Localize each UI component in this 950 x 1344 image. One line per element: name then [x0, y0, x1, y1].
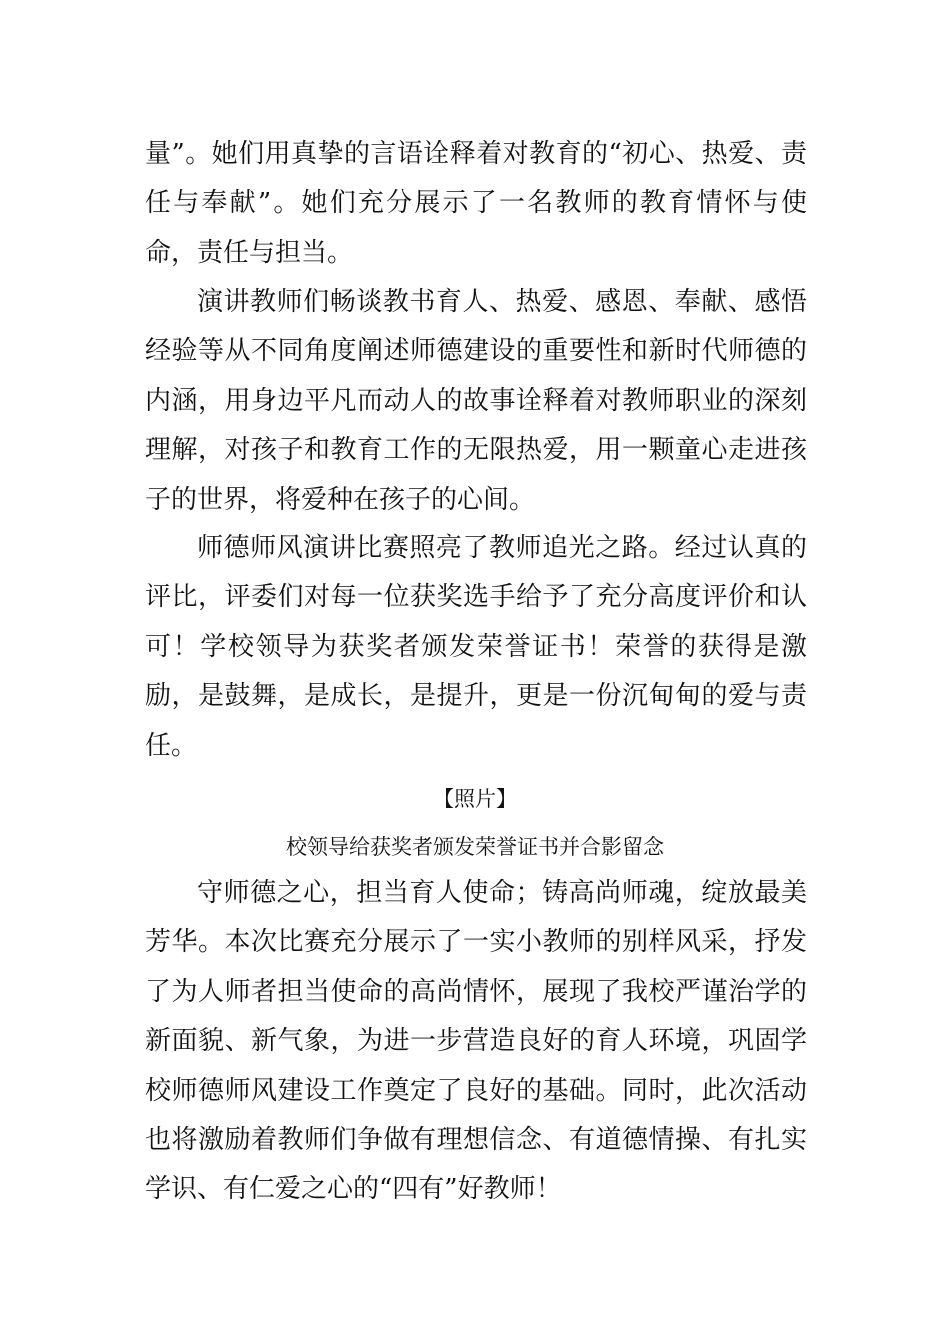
paragraph-conclusion: 守师德之心，担当育人使命；铸高尚师魂，绽放最美芳华。本次比赛充分展示了一实小教师的别样风采，抒发了为人师者担当使命的高尚情怀，展现了我校严谨治学的新面貌、新气象，为进一步营造良好的育人环境，巩固学校师德师风建设工作奠定了良好的基础。同时，此次活动也将激励着教师们争做有理想信念、有道德情操、有扎实学识、有仁爱之心的“四有”好教师！ — [145, 878, 807, 1205]
paragraph-continuation: 量”。她们用真挚的言语诠释着对教育的“初心、热爱、责任与奉献”。她们充分展示了一名教师的教育情怀与使命，责任与担当。 — [145, 139, 807, 268]
paragraph-speech-content: 演讲教师们畅谈教书育人、热爱、感恩、奉献、感悟经验等从不同角度阐述师德建设的重要性和新时代师德的内涵，用身边平凡而动人的故事诠释着对教师职业的深刻理解，对孩子和教育工作的无限热爱，用一颗童心走进孩子的世界，将爱种在孩子的心间。 — [145, 287, 807, 515]
photo-placeholder-label: 【照片】 — [433, 787, 517, 811]
photo-caption: 校领导给获奖者颁发荣誉证书并合影留念 — [286, 835, 664, 859]
paragraph-awards: 师德师风演讲比赛照亮了教师追光之路。经过认真的评比，评委们对每一位获奖选手给予了充分高度评价和认可！学校领导为获奖者颁发荣誉证书！荣誉的获得是激励，是鼓舞，是成长，是提升，更是一份沉甸甸的爱与责任。 — [145, 533, 807, 761]
